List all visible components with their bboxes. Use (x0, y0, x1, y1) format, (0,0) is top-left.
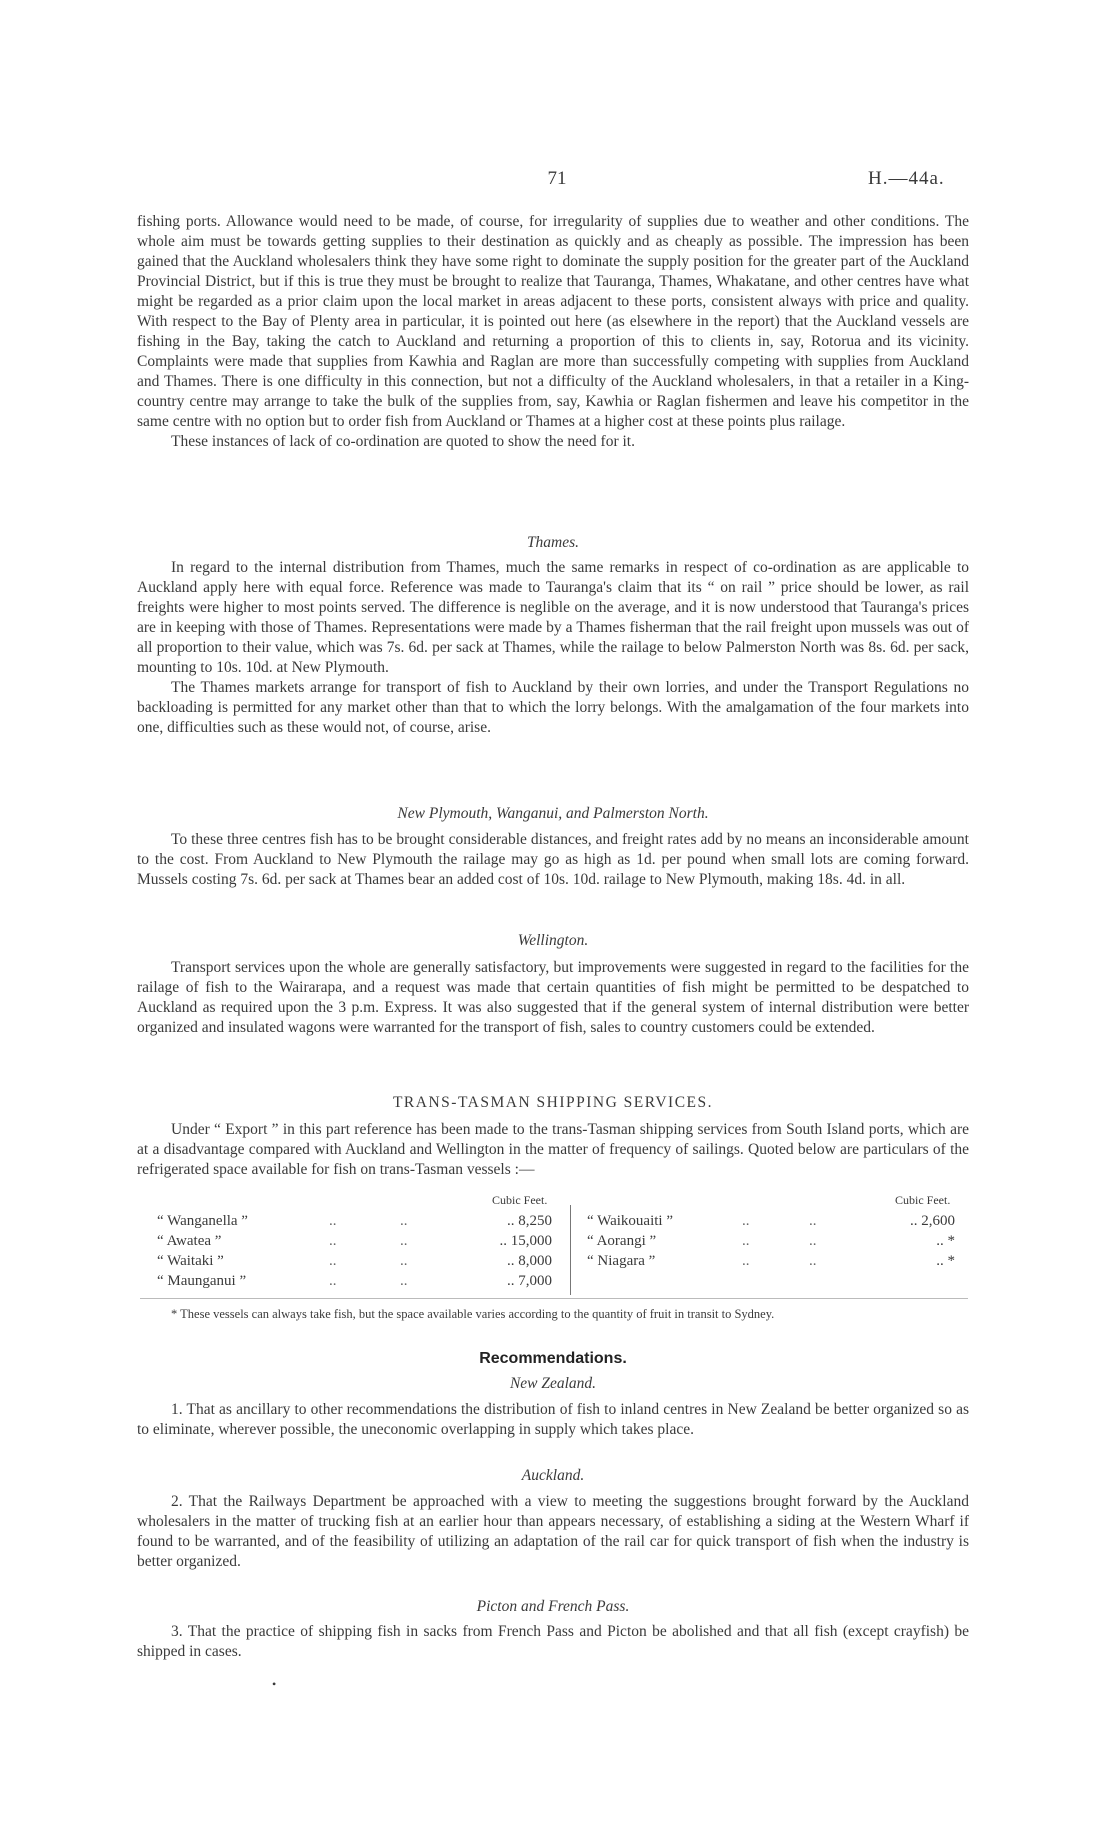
wellington-paragraph: Transport services upon the whole are generally satisfactory, but improvements were suggested in regard to the facilities for the railage of fish to the Wairarapa, and a request was made that certain quantities of fish might be permitted to be despatched to Auckland as required upon the 3 p.m. Express. It was also suggested that if the general system of internal distribution were better organized and insulated wagons were warranted for the transport of fish, sales to country customers could be extended. (137, 959, 969, 1036)
leader-dots: .. (742, 1213, 750, 1229)
vessel-name: “ Maunganui ” (157, 1273, 247, 1289)
leader-dots: .. (809, 1213, 817, 1229)
leader-dots: .. (329, 1273, 337, 1289)
vessel-name: “ Waitaki ” (157, 1253, 224, 1269)
vessel-name: “ Niagara ” (587, 1253, 656, 1269)
recommendation-3-section (137, 1622, 969, 1662)
leader-dots: .. (809, 1233, 817, 1249)
vessel-name: “ Aorangi ” (587, 1233, 657, 1249)
thames-heading: Thames. (526, 534, 580, 551)
unit-header-left: Cubic Feet. (492, 1193, 548, 1207)
leader-dots: .. (742, 1233, 750, 1249)
column-divider (570, 1205, 571, 1295)
recommendations-heading: Recommendations. (479, 1350, 627, 1367)
thames-paragraph-1: In regard to the internal distribution from Thames, much the same remarks in respect of co-ordination as are applicable to Auckland apply here with equal force. Reference was made to Tauranga's claim that its “ on rail ” price should be lower, as rail freights were higher to most points served. The difference is neglible on the average, and it is now understood that Tauranga's prices are in keeping with those of Thames. Representations were made by a Thames fisherman that the rail freight upon mussels was out of all proportion to their value, which was 7s. 6d. per sack at Thames, while the railage to below Palmerston North was 8s. 6d. per sack, mounting to 10s. 10d. at New Plymouth. (137, 559, 969, 676)
recommendation-3: 3. That the practice of shipping fish in sacks from French Pass and Picton be abolished and that all fish (except crayfish) be shipped in cases. (137, 1623, 969, 1660)
trans-tasman-section (137, 1120, 969, 1180)
leader-dots: .. (400, 1233, 408, 1249)
instances-paragraph: These instances of lack of co-ordination are quoted to show the need for it. (171, 433, 635, 450)
vessel-capacity: .. 15,000 (499, 1233, 552, 1249)
vessel-row (577, 1233, 969, 1253)
thames-section (137, 558, 969, 738)
recommendation-1: 1. That as ancillary to other recommendations the distribution of fish to inland centres in New Zealand be better organized so as to eliminate, wherever possible, the uneconomic overlapping in supply which takes place. (137, 1401, 969, 1438)
new-zealand-heading: New Zealand. (509, 1375, 597, 1392)
leader-dots: .. (742, 1253, 750, 1269)
vessel-name: “ Wanganella ” (157, 1213, 248, 1229)
wellington-heading: Wellington. (517, 932, 589, 949)
leader-dots: .. (329, 1213, 337, 1229)
vessel-footnote: * These vessels can always take fish, but the space available varies according to the quantity of fruit in transit to Sydney. (171, 1307, 775, 1321)
table-bottom-rule (140, 1298, 968, 1299)
wellington-section (137, 958, 969, 1038)
page-number: 71 (547, 168, 567, 189)
vessel-row (577, 1213, 969, 1233)
leader-dots: .. (329, 1233, 337, 1249)
thames-paragraph-2: The Thames markets arrange for transport of fish to Auckland by their own lorries, and under the Transport Regulations no backloading is permitted for any market other than that to which the lorry belongs. With the amalgamation of the four markets into one, difficulties such as these would not, of course, arise. (137, 679, 969, 736)
trans-tasman-heading: TRANS-TASMAN SHIPPING SERVICES. (392, 1094, 714, 1111)
leader-dots: .. (400, 1273, 408, 1289)
vessel-capacity: .. 8,000 (507, 1253, 552, 1269)
vessel-row (137, 1233, 569, 1253)
vessel-row (137, 1273, 569, 1293)
vessel-row (137, 1253, 569, 1273)
vessel-capacity-table (137, 1193, 969, 1293)
vessel-capacity: .. * (936, 1233, 955, 1249)
vessel-capacity: .. 8,250 (507, 1213, 552, 1229)
document-reference: H.—44a. (868, 168, 945, 189)
vessel-row (577, 1253, 969, 1273)
vessel-capacity: .. 2,600 (910, 1213, 955, 1229)
ink-speck: • (272, 1677, 277, 1691)
vessel-capacity: .. 7,000 (507, 1273, 552, 1289)
leader-dots: .. (400, 1213, 408, 1229)
vessel-name: “ Waikouaiti ” (587, 1213, 673, 1229)
recommendation-2-section (137, 1492, 969, 1572)
vessel-name: “ Awatea ” (157, 1233, 222, 1249)
new-plymouth-paragraph: To these three centres fish has to be brought considerable distances, and freight rates add by no means an inconsiderable amount to the cost. From Auckland to New Plymouth the railage may go as high as 1d. per pound when small lots are coming forward. Mussels costing 7s. 6d. per sack at Thames bear an added cost of 10s. 10d. railage to New Plymouth, making 18s. 4d. in all. (137, 831, 969, 888)
recommendation-2: 2. That the Railways Department be approached with a view to meeting the suggestions brought forward by the Auckland wholesalers in the matter of trucking fish at an earlier hour than appears necessary, of establishing a siding at the Western Wharf if found to be warranted, and of the feasibility of utilizing an adaptation of the rail car for quick transport of fish when the industry is better organized. (137, 1493, 969, 1570)
leader-dots: .. (400, 1253, 408, 1269)
new-plymouth-section (137, 830, 969, 890)
vessel-row (137, 1213, 569, 1233)
intro-section (137, 212, 969, 452)
vessel-capacity: .. * (936, 1253, 955, 1269)
new-plymouth-heading: New Plymouth, Wanganui, and Palmerston North. (397, 805, 709, 822)
picton-heading: Picton and French Pass. (476, 1598, 630, 1615)
unit-header-right: Cubic Feet. (895, 1193, 951, 1207)
trans-tasman-paragraph: Under “ Export ” in this part reference has been made to the trans-Tasman shipping services from South Island ports, which are at a disadvantage compared with Auckland and Wellington in the matter of frequency of sailings. Quoted below are particulars of the refrigerated space available for fish on trans-Tasman vessels :— (137, 1121, 969, 1178)
leader-dots: .. (809, 1253, 817, 1269)
auckland-heading: Auckland. (521, 1467, 585, 1484)
recommendation-1-section (137, 1400, 969, 1440)
intro-paragraph: fishing ports. Allowance would need to be made, of course, for irregularity of supplies due to weather and other conditions. The whole aim must be towards getting supplies to their destination as quickly and as cheaply as possible. The impression has been gained that the Auckland wholesalers think they have some right to dominate the supply position for the greater part of the Auckland Provincial District, but if this is true they must be brought to realize that Tauranga, Thames, Whakatane, and other centres have what might be regarded as a prior claim upon the local market in areas adjacent to these ports, consistent always with price and quality. With respect to the Bay of Plenty area in particular, it is pointed out here (as elsewhere in the report) that the Auckland vessels are fishing in the Bay, taking the catch to Auckland and returning a proportion of this to clients in, say, Rotorua and its vicinity. Complaints were made that supplies from Kawhia and Raglan are more than successfully competing with supplies from Auckland and Thames. There is one difficulty in this connection, but not a difficulty of the Auckland wholesalers, in that a retailer in a King-country centre may arrange to take the bulk of the supplies from, say, Kawhia or Raglan fishermen and leave his competitor in the same centre with no option but to order fish from Auckland or Thames at a higher cost at these points plus railage. (137, 213, 969, 430)
leader-dots: .. (329, 1253, 337, 1269)
